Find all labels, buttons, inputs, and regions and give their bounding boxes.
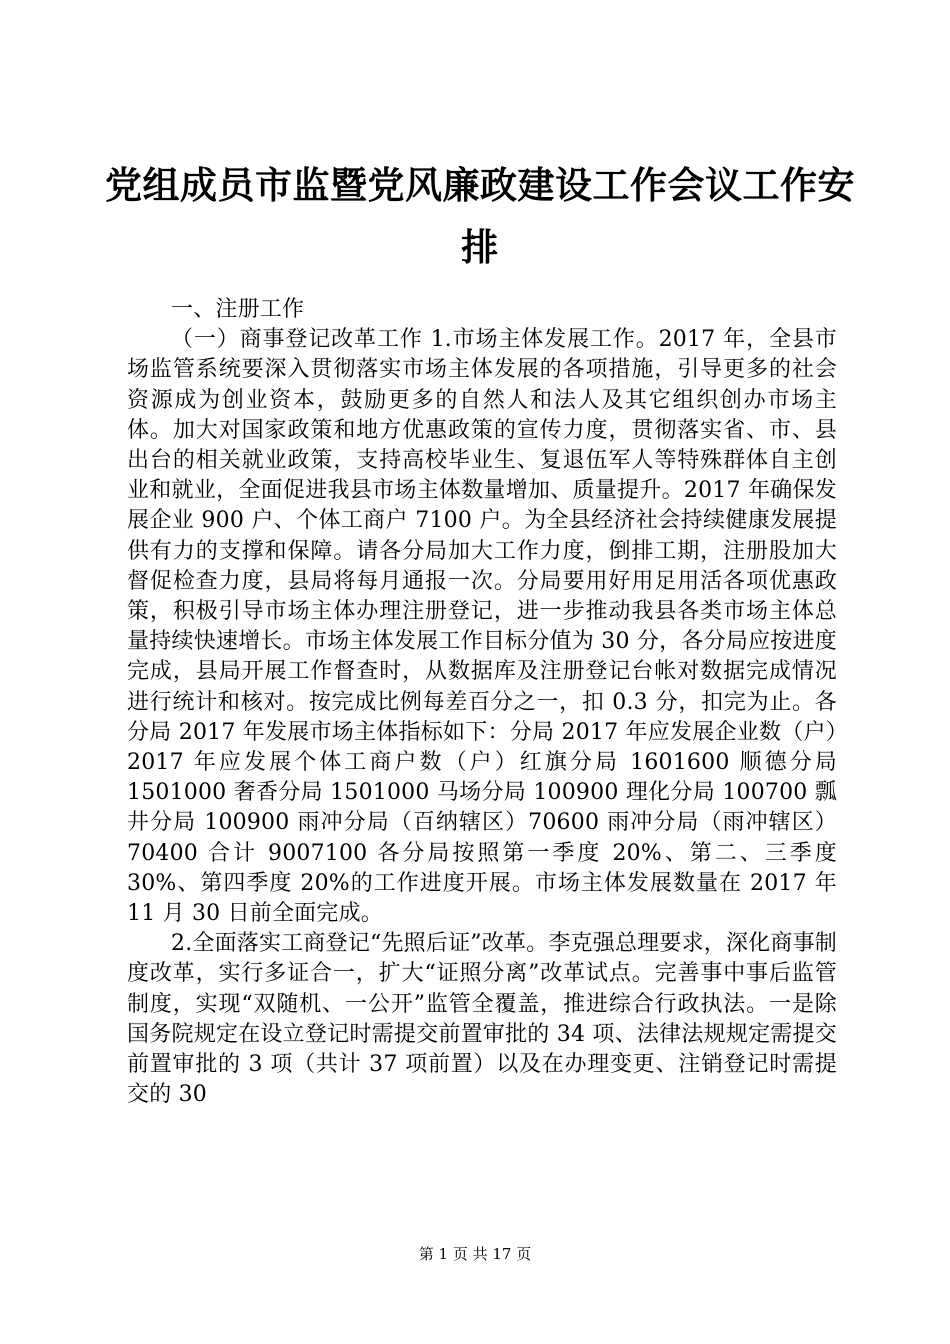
document-body [127,295,837,1110]
document-title: 党组成员市监暨党风廉政建设工作会议工作安排 [105,163,855,269]
section-heading: 一、注册工作 [171,297,305,322]
page-number-footer: 第 1 页 共 17 页 [418,1245,532,1263]
paragraph: 2.全面落实工商登记“先照后证”改革。李克强总理要求，深化商事制度改革，实行多证合一，扩大“证照分离”改革试点。完善事中事后监管制度，实现“双随机、一公开”监管全覆盖，推进综合行政执法。一是除国务院规定在设立登记时需提交前置审批的 34 项、法律法规规定需提交前置审批的 3 项（共计 37 项前置）以及在办理变更、注销登记时需提交的 30 [127,931,837,1108]
paragraph: （一）商事登记改革工作 1.市场主体发展工作。2017 年，全县市场监管系统要深入贯彻落实市场主体发展的各项措施，引导更多的社会资源成为创业资本，鼓励更多的自然人和法人及其它组织创办市场主体。加大对国家政策和地方优惠政策的宣传力度，贯彻落实省、市、县出台的相关就业政策，支持高校毕业生、复退伍军人等特殊群体自主创业和就业，全面促进我县市场主体数量增加、质量提升。2017 年确保发展企业 900 户、个体工商户 7100 户。为全县经济社会持续健康发展提供有力的支撑和保障。请各分局加大工作力度，倒排工期，注册股加大督促检查力度，县局将每月通报一次。分局要用好用足用活各项优惠政策，积极引导市场主体办理注册登记，进一步推动我县各类市场主体总量持续快速增长。市场主体发展工作目标分值为 30 分，各分局应按进度完成，县局开展工作督查时，从数据库及注册登记台帐对数据完成情况进行统计和核对。按完成比例每差百分之一，扣 0.3 分，扣完为止。各分局 2017 年发展市场主体指标如下：分局 2017 年应发展企业数（户）2017 年应发展个体工商户数（户）红旗分局 1601600 顺德分局 1501000 奢香分局 1501000 马场分局 100900 理化分局 100700 瓢井分局 100900 雨冲分局（百纳辖区）70600 雨冲分局（雨冲辖区）70400 合计 9007100 各分局按照第一季度 20%、第二、三季度 30%、第四季度 20%的工作进度开展。市场主体发展数量在 2017 年 11 月 30 日前全面完成。 [127,327,837,927]
